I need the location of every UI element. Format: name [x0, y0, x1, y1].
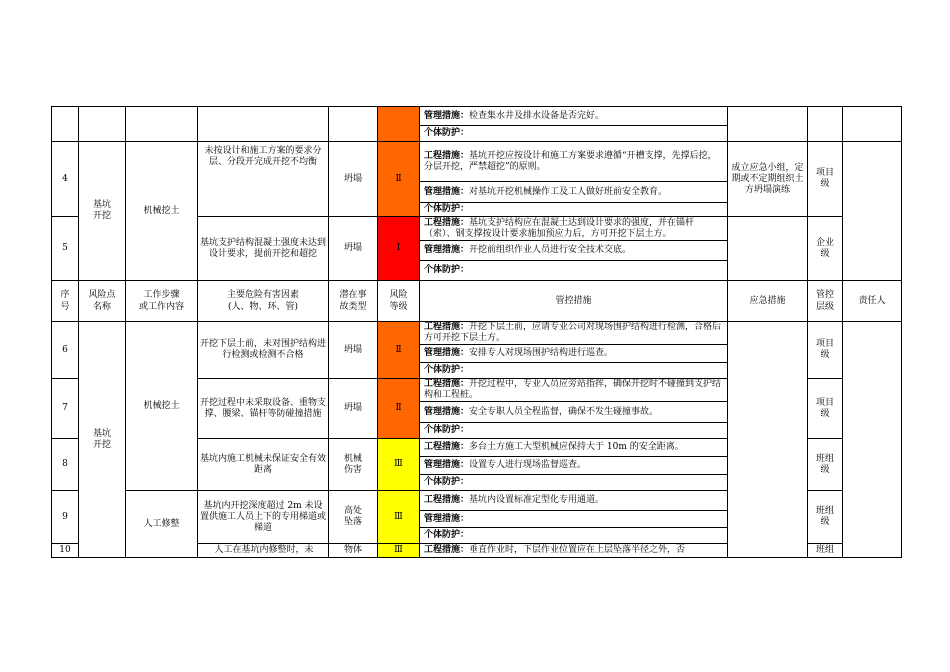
risk-point-name: 基坑 开挖 [79, 322, 126, 558]
control-level: 项目 级 [808, 142, 843, 217]
engineering-measure: 工程措施：开挖过程中，专业人员应旁站指挥，确保开挖时不碰撞到支护结构和工程桩。 [420, 379, 728, 402]
table-header-row [52, 281, 902, 322]
header-risk-point: 风险点 名称 [79, 281, 126, 322]
row-number: 10 [52, 544, 79, 558]
engineering-measure: 工程措施：基坑开挖应按设计和施工方案要求遵循“开槽支撑，先撑后挖，分层开挖，严禁超挖”的原则。 [420, 142, 728, 182]
hazard-factor: 人工在基坑内修整时，未 [198, 544, 329, 558]
row-number: 8 [52, 439, 79, 491]
table-row [52, 107, 902, 126]
risk-control-table [51, 106, 902, 558]
work-step: 人工修整 [126, 491, 198, 558]
engineering-measure: 工程措施：基坑支护结构应在混凝土达到设计要求的强度，并在锚杆（索）、钢支撑按设计要求施加预应力后，方可开挖下层土方。 [420, 217, 728, 241]
management-measure: 管理措施：设置专人进行现场监督巡查。 [420, 457, 728, 475]
control-level: 班组 [808, 544, 843, 558]
risk-level-cell: Ⅱ [378, 379, 420, 439]
control-level: 项目 级 [808, 379, 843, 439]
control-level: 企业 级 [808, 217, 843, 281]
hazard-factor: 基坑支护结构混凝土强度未达到设计要求，提前开挖和超挖 [198, 217, 329, 281]
control-level: 班组 级 [808, 439, 843, 491]
engineering-measure: 工程措施：垂直作业时，下层作业位置应在上层坠落半径之外，否 [420, 544, 728, 558]
emergency-measure: 成立应急小组，定期或不定期组织土方坍塌演练 [728, 142, 808, 217]
personal-protection: 个体防护： [420, 261, 728, 281]
personal-protection: 个体防护： [420, 126, 728, 142]
management-measure: 管理措施：安全专职人员全程监督，确保不发生碰撞事故。 [420, 402, 728, 423]
engineering-measure: 工程措施：多台土方施工大型机械应保持大于 10m 的安全距离。 [420, 439, 728, 457]
control-level: 班组 级 [808, 491, 843, 544]
control-level: 项目 级 [808, 322, 843, 379]
hazard-factor: 未按设计和施工方案的要求分层、分段开完成开挖不均衡 [198, 142, 329, 217]
hazard-factor: 开挖过程中未采取设备、重物支撑、腰梁、锚杆等防碰撞措施 [198, 379, 329, 439]
engineering-measure: 工程措施：开挖下层土前，应请专业公司对现场围护结构进行检测，合格后方可开挖下层土方。 [420, 322, 728, 345]
risk-level-cell: Ⅲ [378, 439, 420, 491]
row-number: 5 [52, 217, 79, 281]
personal-protection: 个体防护： [420, 423, 728, 439]
hazard-factor: 基坑内施工机械未保证安全有效距离 [198, 439, 329, 491]
accident-type: 坍塌 [329, 379, 378, 439]
accident-type: 物体 [329, 544, 378, 558]
management-measure: 管理措施：对基坑开挖机械操作工及工人做好班前安全教育。 [420, 182, 728, 203]
personal-protection: 个体防护： [420, 528, 728, 544]
risk-level-cell: Ⅱ [378, 142, 420, 217]
table-row [52, 142, 902, 182]
risk-level-cell [378, 107, 420, 142]
accident-type: 坍塌 [329, 142, 378, 217]
management-measure: 管理措施：安排专人对现场围护结构进行巡查。 [420, 345, 728, 363]
header-emergency: 应急措施 [728, 281, 808, 322]
management-measure: 管理措施：检查集水井及排水设备是否完好。 [420, 107, 728, 126]
risk-level-cell: Ⅲ [378, 544, 420, 558]
header-accident: 潜在事 故类型 [329, 281, 378, 322]
personal-protection: 个体防护： [420, 475, 728, 491]
row-number: 6 [52, 322, 79, 379]
header-work-step: 工作步骤 或工作内容 [126, 281, 198, 322]
personal-protection: 个体防护： [420, 363, 728, 379]
header-no: 序 号 [52, 281, 79, 322]
row-number: 4 [52, 142, 79, 217]
management-measure: 管理措施：开挖前组织作业人员进行安全技术交底。 [420, 241, 728, 261]
header-hazard: 主要危险有害因素 (人、物、环、管) [198, 281, 329, 322]
risk-level-cell: Ⅱ [378, 322, 420, 379]
header-level: 风险 等级 [378, 281, 420, 322]
header-owner: 责任人 [843, 281, 902, 322]
accident-type: 坍塌 [329, 217, 378, 281]
work-step: 机械挖土 [126, 142, 198, 281]
personal-protection: 个体防护： [420, 203, 728, 217]
header-control: 管控措施 [420, 281, 728, 322]
management-measure: 管理措施： [420, 511, 728, 528]
table-row [52, 322, 902, 345]
engineering-measure: 工程措施：基坑内设置标准定型化专用通道。 [420, 491, 728, 511]
work-step: 机械挖土 [126, 322, 198, 491]
row-number: 7 [52, 379, 79, 439]
hazard-factor: 基坑内开挖深度超过 2m 未设置供施工人员上下的专用梯道或梯道 [198, 491, 329, 544]
row-number: 9 [52, 491, 79, 544]
risk-point-name: 基坑 开挖 [79, 142, 126, 281]
risk-level-cell: Ⅰ [378, 217, 420, 281]
accident-type: 机械 伤害 [329, 439, 378, 491]
hazard-factor: 开挖下层土前，未对围护结构进行检测或检测不合格 [198, 322, 329, 379]
risk-level-cell: Ⅲ [378, 491, 420, 544]
header-ctrl-level: 管控 层级 [808, 281, 843, 322]
accident-type: 坍塌 [329, 322, 378, 379]
accident-type: 高处 坠落 [329, 491, 378, 544]
